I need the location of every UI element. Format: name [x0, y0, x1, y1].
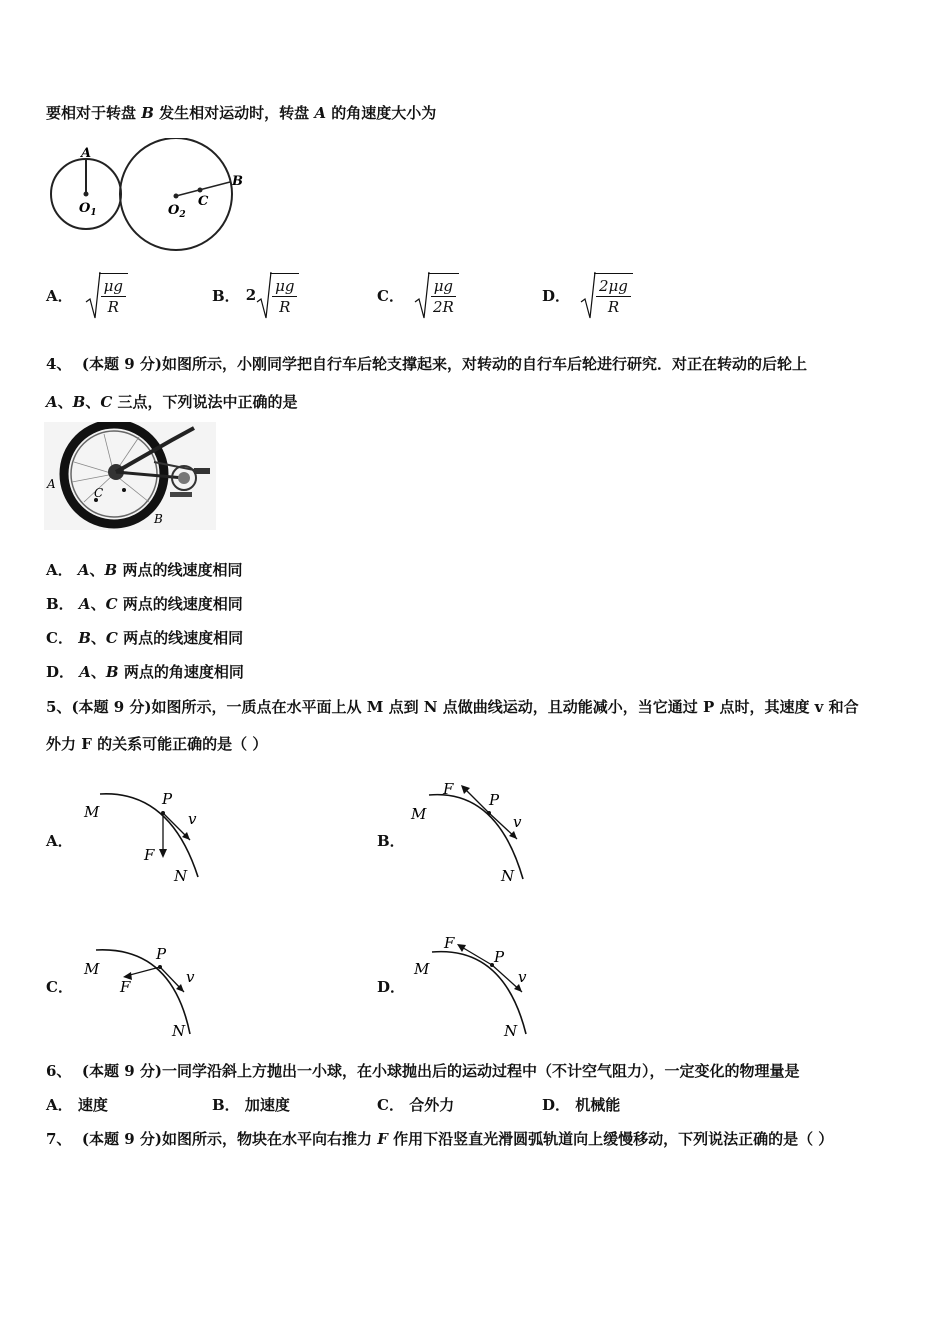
svg-text:M: M — [414, 960, 430, 978]
svg-text:M: M — [84, 960, 100, 978]
svg-text:v: v — [186, 968, 195, 986]
q5-option-a[interactable]: A． — [46, 832, 73, 850]
q3-option-c[interactable]: C． $\frac{\mu g}{2R}$ — [377, 270, 459, 320]
q4-option-a[interactable]: A． A、B 两点的线速度相同 — [46, 561, 243, 579]
q4-stem-line1: 4、 (本题 9 分)如图所示，小刚同学把自行车后轮支撑起来，对转动的自行车后轮进行研究．对正在转动的后轮上 — [46, 355, 807, 373]
q3-option-d[interactable]: D． $\frac{2\mu g}{R}$ — [542, 270, 633, 320]
svg-text:N: N — [172, 1022, 186, 1040]
q4-option-b[interactable]: B． A、C 两点的线速度相同 — [46, 595, 243, 613]
q5-figure-c — [78, 940, 208, 1045]
label-A: A — [47, 477, 56, 491]
q5-figure-a — [80, 782, 210, 887]
label-B: B — [154, 512, 163, 526]
q4-bicycle-wheel-figure — [44, 422, 216, 530]
label-A: A — [81, 146, 92, 161]
svg-text:N: N — [174, 867, 188, 885]
svg-text:M: M — [411, 805, 427, 823]
sqrt-icon: $\frac{2\mu g}{R}$ — [580, 270, 633, 320]
q3-turntable-figure — [40, 138, 260, 258]
svg-text:F: F — [144, 846, 155, 864]
q5-figure-b — [405, 775, 535, 885]
sqrt-icon: $\frac{\mu g}{R}$ — [85, 270, 128, 320]
svg-text:P: P — [156, 945, 167, 963]
q6-option-c[interactable]: C． 合外力 — [377, 1096, 455, 1114]
q5-option-c[interactable]: C． — [46, 978, 73, 996]
q6-option-d[interactable]: D． 机械能 — [542, 1096, 621, 1114]
q3-option-a[interactable]: A． $\frac{\mu g}{R}$ — [46, 270, 128, 320]
svg-text:F: F — [443, 780, 454, 798]
svg-text:N: N — [504, 1022, 518, 1040]
q6-option-b[interactable]: B． 加速度 — [212, 1096, 290, 1114]
svg-text:P: P — [162, 790, 173, 808]
q4-option-c[interactable]: C． B、C 两点的线速度相同 — [46, 629, 244, 647]
label-B: B — [232, 174, 243, 189]
svg-text:F: F — [120, 978, 131, 996]
q6-stem: 6、 (本题 9 分)一同学沿斜上方抛出一小球，在小球抛出后的运动过程中（不计空气阻力），一定变化的物理量是 — [46, 1062, 800, 1080]
q5-option-b[interactable]: B． — [377, 832, 405, 850]
q7-stem: 7、 (本题 9 分)如图所示，物块在水平向右推力 F 作用下沿竖直光滑圆弧轨道向上缓慢移动，下列说法正确的是（ ） — [46, 1130, 834, 1148]
label-C: C — [94, 486, 104, 500]
svg-text:v: v — [513, 813, 522, 831]
sqrt-icon: $\frac{\mu g}{R}$ — [256, 270, 299, 320]
svg-text:P: P — [494, 948, 505, 966]
q5-figure-d — [408, 930, 538, 1040]
sqrt-icon: $\frac{\mu g}{2R}$ — [414, 270, 459, 320]
q5-stem-line1: 5、(本题 9 分)如图所示，一质点在水平面上从 M 点到 N 点做曲线运动，且动能减小，当它通过 P 点时，其速度 v 和合 — [46, 698, 859, 716]
q5-option-d[interactable]: D． — [377, 978, 406, 996]
q4-stem-line2: A、B、C 三点，下列说法中正确的是 — [46, 393, 298, 411]
svg-text:v: v — [188, 810, 197, 828]
label-O1: $O_1$ — [79, 201, 97, 218]
svg-text:M: M — [84, 803, 100, 821]
q3-option-b[interactable]: B． 2 $\frac{\mu g}{R}$ — [212, 270, 299, 320]
label-C: C — [198, 194, 209, 209]
q6-option-a[interactable]: A． 速度 — [46, 1096, 108, 1114]
q5-stem-line2: 外力 F 的关系可能正确的是（ ） — [46, 735, 268, 753]
q4-option-d[interactable]: D． A、B 两点的角速度相同 — [46, 663, 244, 681]
label-O2: $O_2$ — [168, 203, 186, 220]
svg-text:F: F — [444, 934, 455, 952]
svg-text:v: v — [518, 968, 527, 986]
svg-text:N: N — [501, 867, 515, 885]
q3-stem-tail: 要相对于转盘 B 发生相对运动时，转盘 A 的角速度大小为 — [46, 104, 437, 122]
svg-text:P: P — [489, 791, 500, 809]
